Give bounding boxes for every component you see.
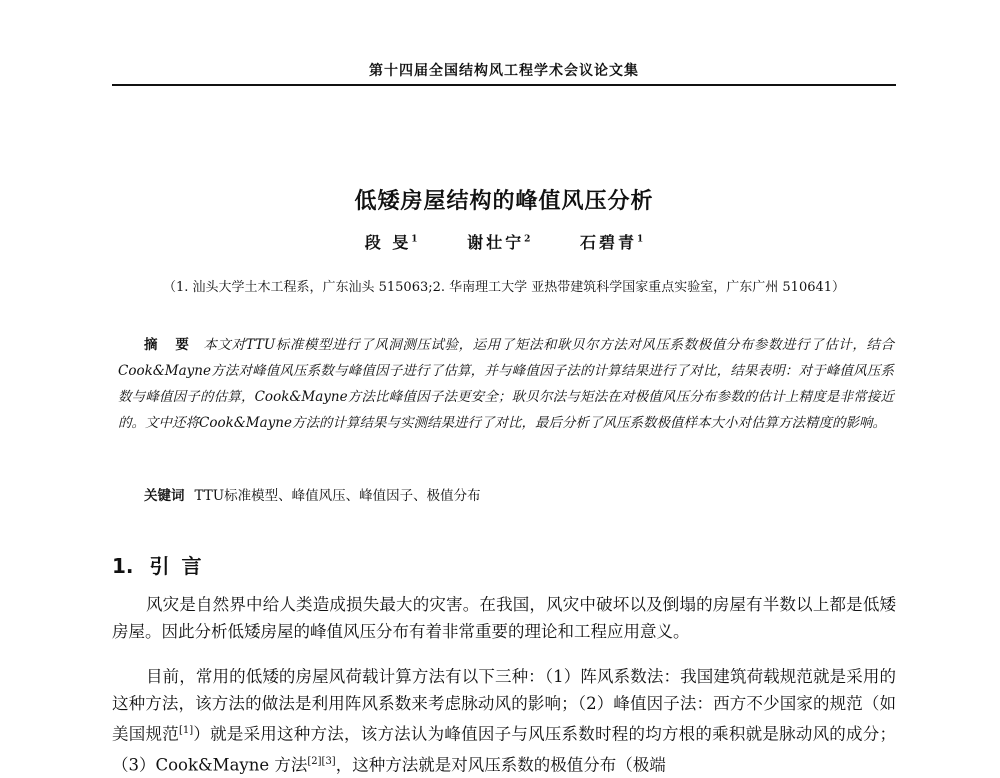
abstract — [118, 332, 894, 436]
author-1 — [365, 230, 418, 253]
author-3 — [580, 230, 643, 253]
author-2-mark: 2 — [524, 234, 531, 245]
header-rule — [112, 84, 896, 86]
author-1-name: 段 旻 — [364, 233, 412, 252]
author-2 — [467, 230, 530, 253]
paper-title: 低矮房屋结构的峰值风压分析 — [354, 189, 654, 214]
author-3-name: 石碧青 — [580, 233, 638, 252]
keywords-label: 关键词 — [144, 488, 185, 504]
abstract-label: 摘 要 — [144, 337, 196, 353]
paragraph-2-part1: 目前，常用的低矮的房屋风荷载计算方法有以下三种：（1）阵风系数法：我国建筑荷载规范就是采用的这种方法，该方法的做法是利用阵风系数来考虑脉动风的影响；（2）峰值因子法：西方不少国家的规范（如美国规范 — [112, 667, 896, 744]
author-2-name: 谢壮宁 — [467, 233, 525, 252]
paragraph-2-part3: ，这种方法就是对风压系数的极值分布（极端 — [335, 755, 666, 774]
affiliation: （1. 汕头大学土木工程系，广东汕头 515063;2. 华南理工大学 亚热带建筑科学国家重点实验室，广东广州 510641） — [162, 280, 846, 295]
author-list — [112, 230, 896, 253]
paragraph-2 — [112, 663, 896, 778]
citation-1[interactable]: [1] — [178, 725, 194, 736]
section-number: 1. — [112, 554, 134, 578]
author-3-mark: 1 — [637, 234, 644, 245]
paragraph-2-part2: ）就是采用这种方法，该方法认为峰值因子与风压系数时程的均方根的乘积就是脉动风的成分；（3）Cook&Mayne 方法 — [112, 724, 897, 774]
author-1-mark: 1 — [411, 234, 418, 245]
abstract-text: 本文对TTU标准模型进行了风洞测压试验，运用了矩法和耿贝尔方法对风压系数极值分布参数进行了估计，结合Cook&Mayne方法对峰值风压系数与峰值因子进行了估算，并与峰值因子法的计算结果进行了对比，结果表明：对于峰值风压系数与峰值因子的估算，Cook&Mayne方法比峰值因子法更安全；耿贝尔法与矩法在对极值风压分布参数的估计上精度是非常接近的。文中还将Cook&Mayne方法的计算结果与实测结果进行了对比，最后分析了风压系数极值样本大小对估算方法精度的影响。 — [118, 337, 894, 431]
running-head: 第十四届全国结构风工程学术会议论文集 — [369, 63, 639, 79]
keywords-text: TTU标准模型、峰值风压、峰值因子、极值分布 — [194, 488, 481, 504]
section-title: 引言 — [149, 554, 214, 578]
keywords — [144, 484, 894, 504]
paragraph-1: 风灾是自然界中给人类造成损失最大的灾害。在我国，风灾中破坏以及倒塌的房屋有半数以上都是低矮房屋。因此分析低矮房屋的峰值风压分布有着非常重要的理论和工程应用意义。 — [112, 595, 896, 641]
section-heading — [112, 550, 214, 579]
citation-2-3[interactable]: [2][3] — [307, 755, 336, 767]
